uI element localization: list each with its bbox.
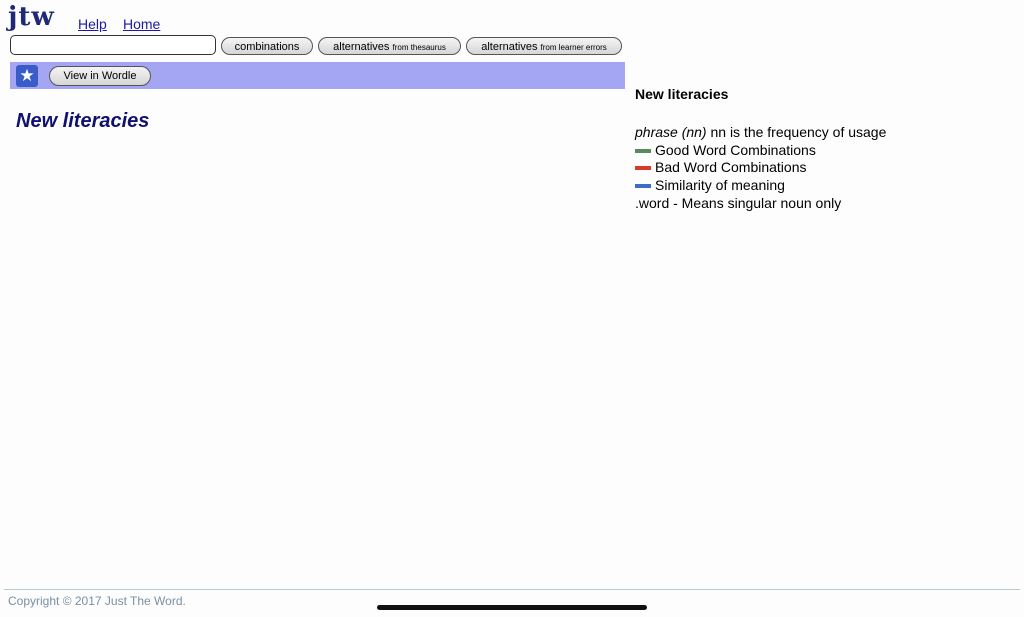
alternatives-sublabel: from thesaurus	[392, 43, 446, 52]
footer-divider	[4, 589, 1020, 590]
combinations-label: combinations	[234, 41, 300, 53]
help-link[interactable]: Help	[78, 16, 107, 32]
blue-swatch-icon	[635, 184, 651, 188]
red-swatch-icon	[635, 166, 651, 170]
search-input[interactable]	[10, 35, 216, 55]
toolbar	[10, 62, 625, 89]
combinations-button[interactable]	[221, 37, 313, 55]
jtw-logo[interactable]: jtw	[8, 2, 55, 32]
green-swatch-icon	[635, 149, 651, 153]
legend-label: Similarity of meaning	[655, 177, 785, 194]
alternatives-thesaurus-button[interactable]	[318, 37, 461, 55]
legend-item-similarity	[635, 177, 886, 195]
page-title: New literacies	[16, 110, 150, 132]
home-link[interactable]: Home	[123, 16, 161, 32]
alternatives-label: alternatives	[333, 41, 390, 53]
legend-phrase-text: nn is the frequency of usage	[706, 124, 887, 140]
home-indicator[interactable]	[377, 605, 647, 610]
legend-phrase-italic: phrase (nn)	[635, 124, 707, 140]
star-icon[interactable]: ★	[16, 65, 38, 87]
alternatives-errors-button[interactable]	[466, 37, 622, 55]
legend-label: Bad Word Combinations	[655, 159, 807, 176]
legend-note: .word - Means singular noun only	[635, 194, 842, 211]
sidebar-title: New literacies	[635, 86, 729, 102]
legend-item-good	[635, 142, 886, 160]
legend-item-bad	[635, 159, 886, 177]
copyright: Copyright © 2017 Just The Word.	[8, 594, 186, 608]
alternatives-label: alternatives	[481, 41, 538, 53]
legend-phrase-row	[635, 124, 886, 142]
legend-label: Good Word Combinations	[655, 141, 816, 158]
legend	[635, 124, 886, 213]
alternatives-sublabel: from learner errors	[540, 43, 607, 52]
view-in-wordle-button[interactable]: View in Wordle	[49, 66, 151, 86]
